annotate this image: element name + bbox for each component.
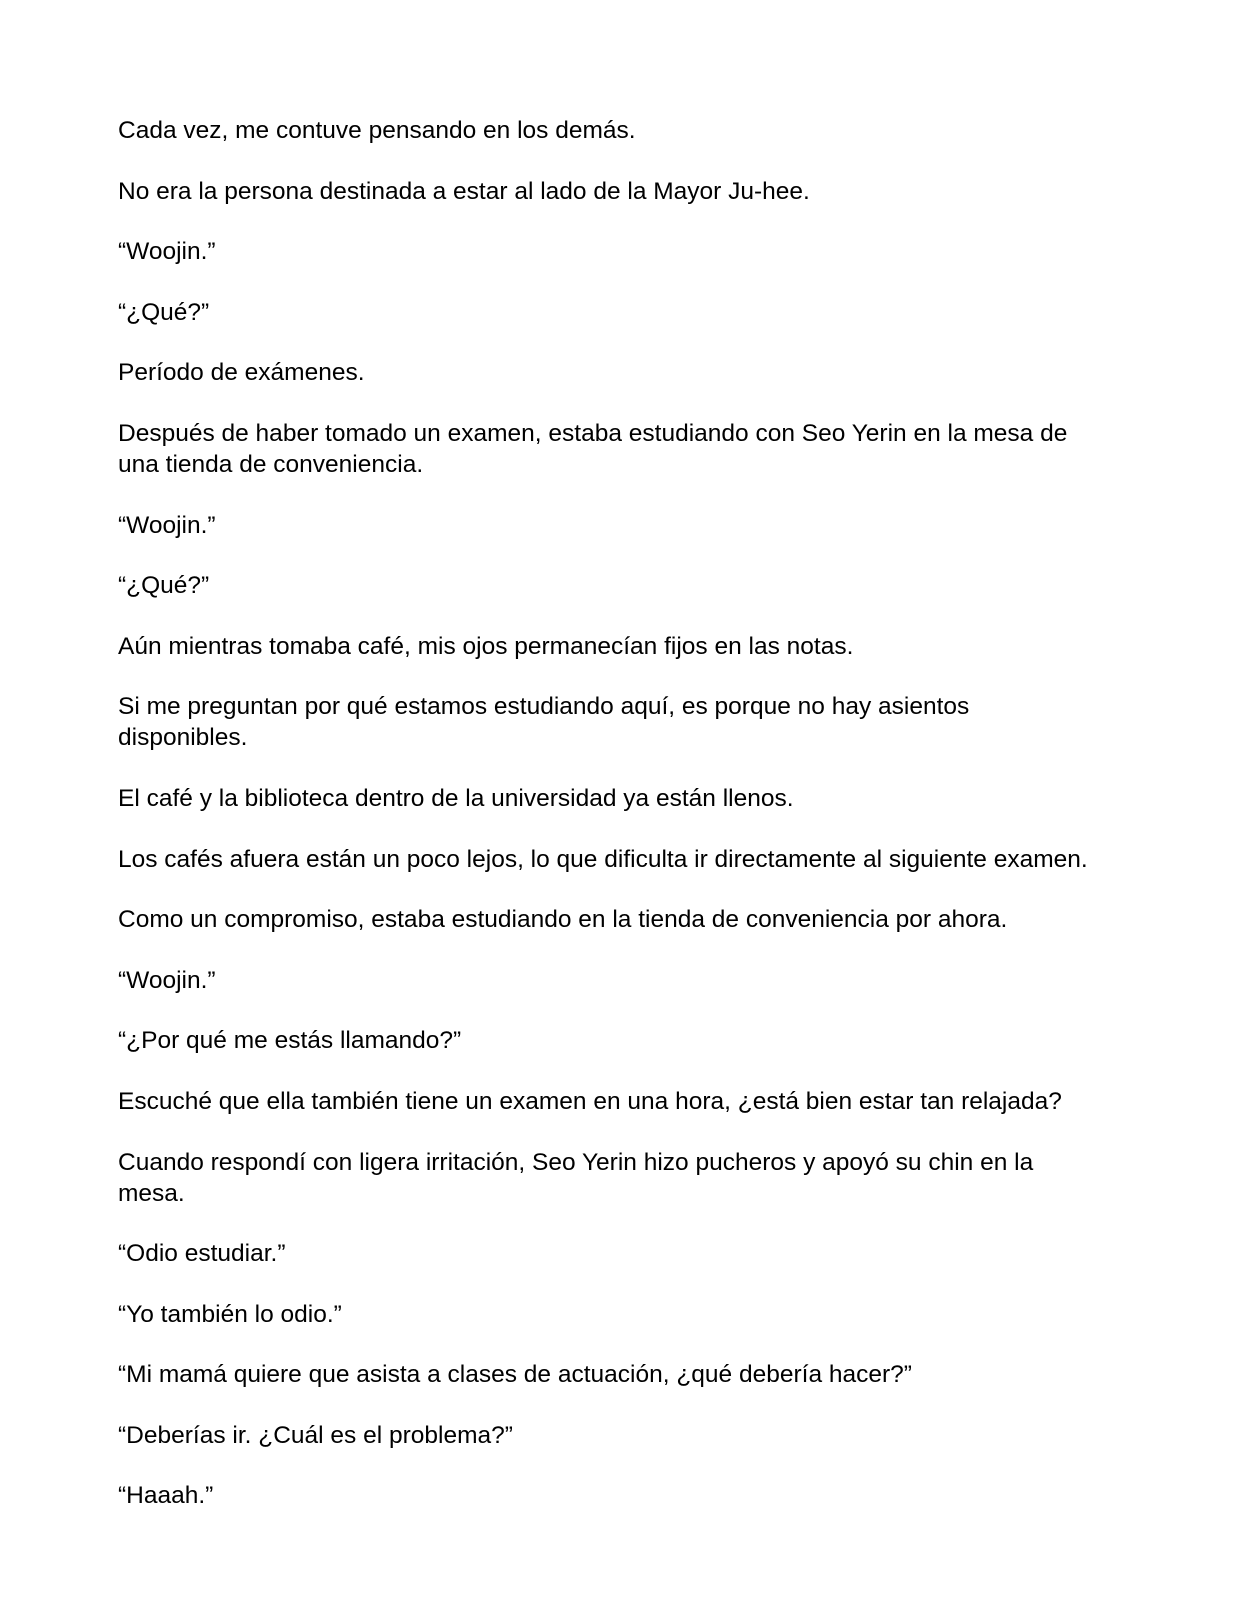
paragraph: Si me preguntan por qué estamos estudiando aquí, es porque no hay asientos disponibles.	[118, 693, 970, 752]
paragraph: “¿Por qué me estás llamando?”	[118, 1027, 462, 1055]
paragraph: “Woojin.”	[118, 511, 216, 539]
paragraph: Como un compromiso, estaba estudiando en la tienda de conveniencia por ahora.	[118, 906, 1008, 934]
paragraph: “Haaah.”	[118, 1482, 214, 1510]
paragraph: “Yo también lo odio.”	[118, 1300, 342, 1328]
paragraph: El café y la biblioteca dentro de la universidad ya están llenos.	[118, 784, 794, 812]
paragraph: Escuché que ella también tiene un examen en una hora, ¿está bien estar tan relajada?	[118, 1087, 1062, 1115]
paragraph: “Odio estudiar.”	[118, 1240, 286, 1268]
paragraph: Aún mientras tomaba café, mis ojos permanecían fijos en las notas.	[118, 632, 854, 660]
paragraph: No era la persona destinada a estar al lado de la Mayor Ju-hee.	[118, 177, 810, 205]
paragraph: “Mi mamá quiere que asista a clases de actuación, ¿qué debería hacer?”	[118, 1361, 912, 1389]
paragraph: “Woojin.”	[118, 966, 216, 994]
paragraph: Los cafés afuera están un poco lejos, lo que dificulta ir directamente al siguiente examen.	[118, 845, 1088, 873]
paragraph: “Deberías ir. ¿Cuál es el problema?”	[118, 1421, 513, 1449]
paragraph: “¿Qué?”	[118, 572, 210, 600]
paragraph: Después de haber tomado un examen, estaba estudiando con Seo Yerin en la mesa de una tienda de conveniencia.	[118, 419, 1068, 478]
paragraph: Cuando respondí con ligera irritación, Seo Yerin hizo pucheros y apoyó su chin en la mesa.	[118, 1148, 1034, 1207]
document-body	[118, 115, 1098, 1541]
paragraph: Cada vez, me contuve pensando en los demás.	[118, 117, 636, 144]
paragraph: Período de exámenes.	[118, 359, 365, 387]
paragraph: “Woojin.”	[118, 238, 216, 266]
paragraph: “¿Qué?”	[118, 298, 210, 326]
